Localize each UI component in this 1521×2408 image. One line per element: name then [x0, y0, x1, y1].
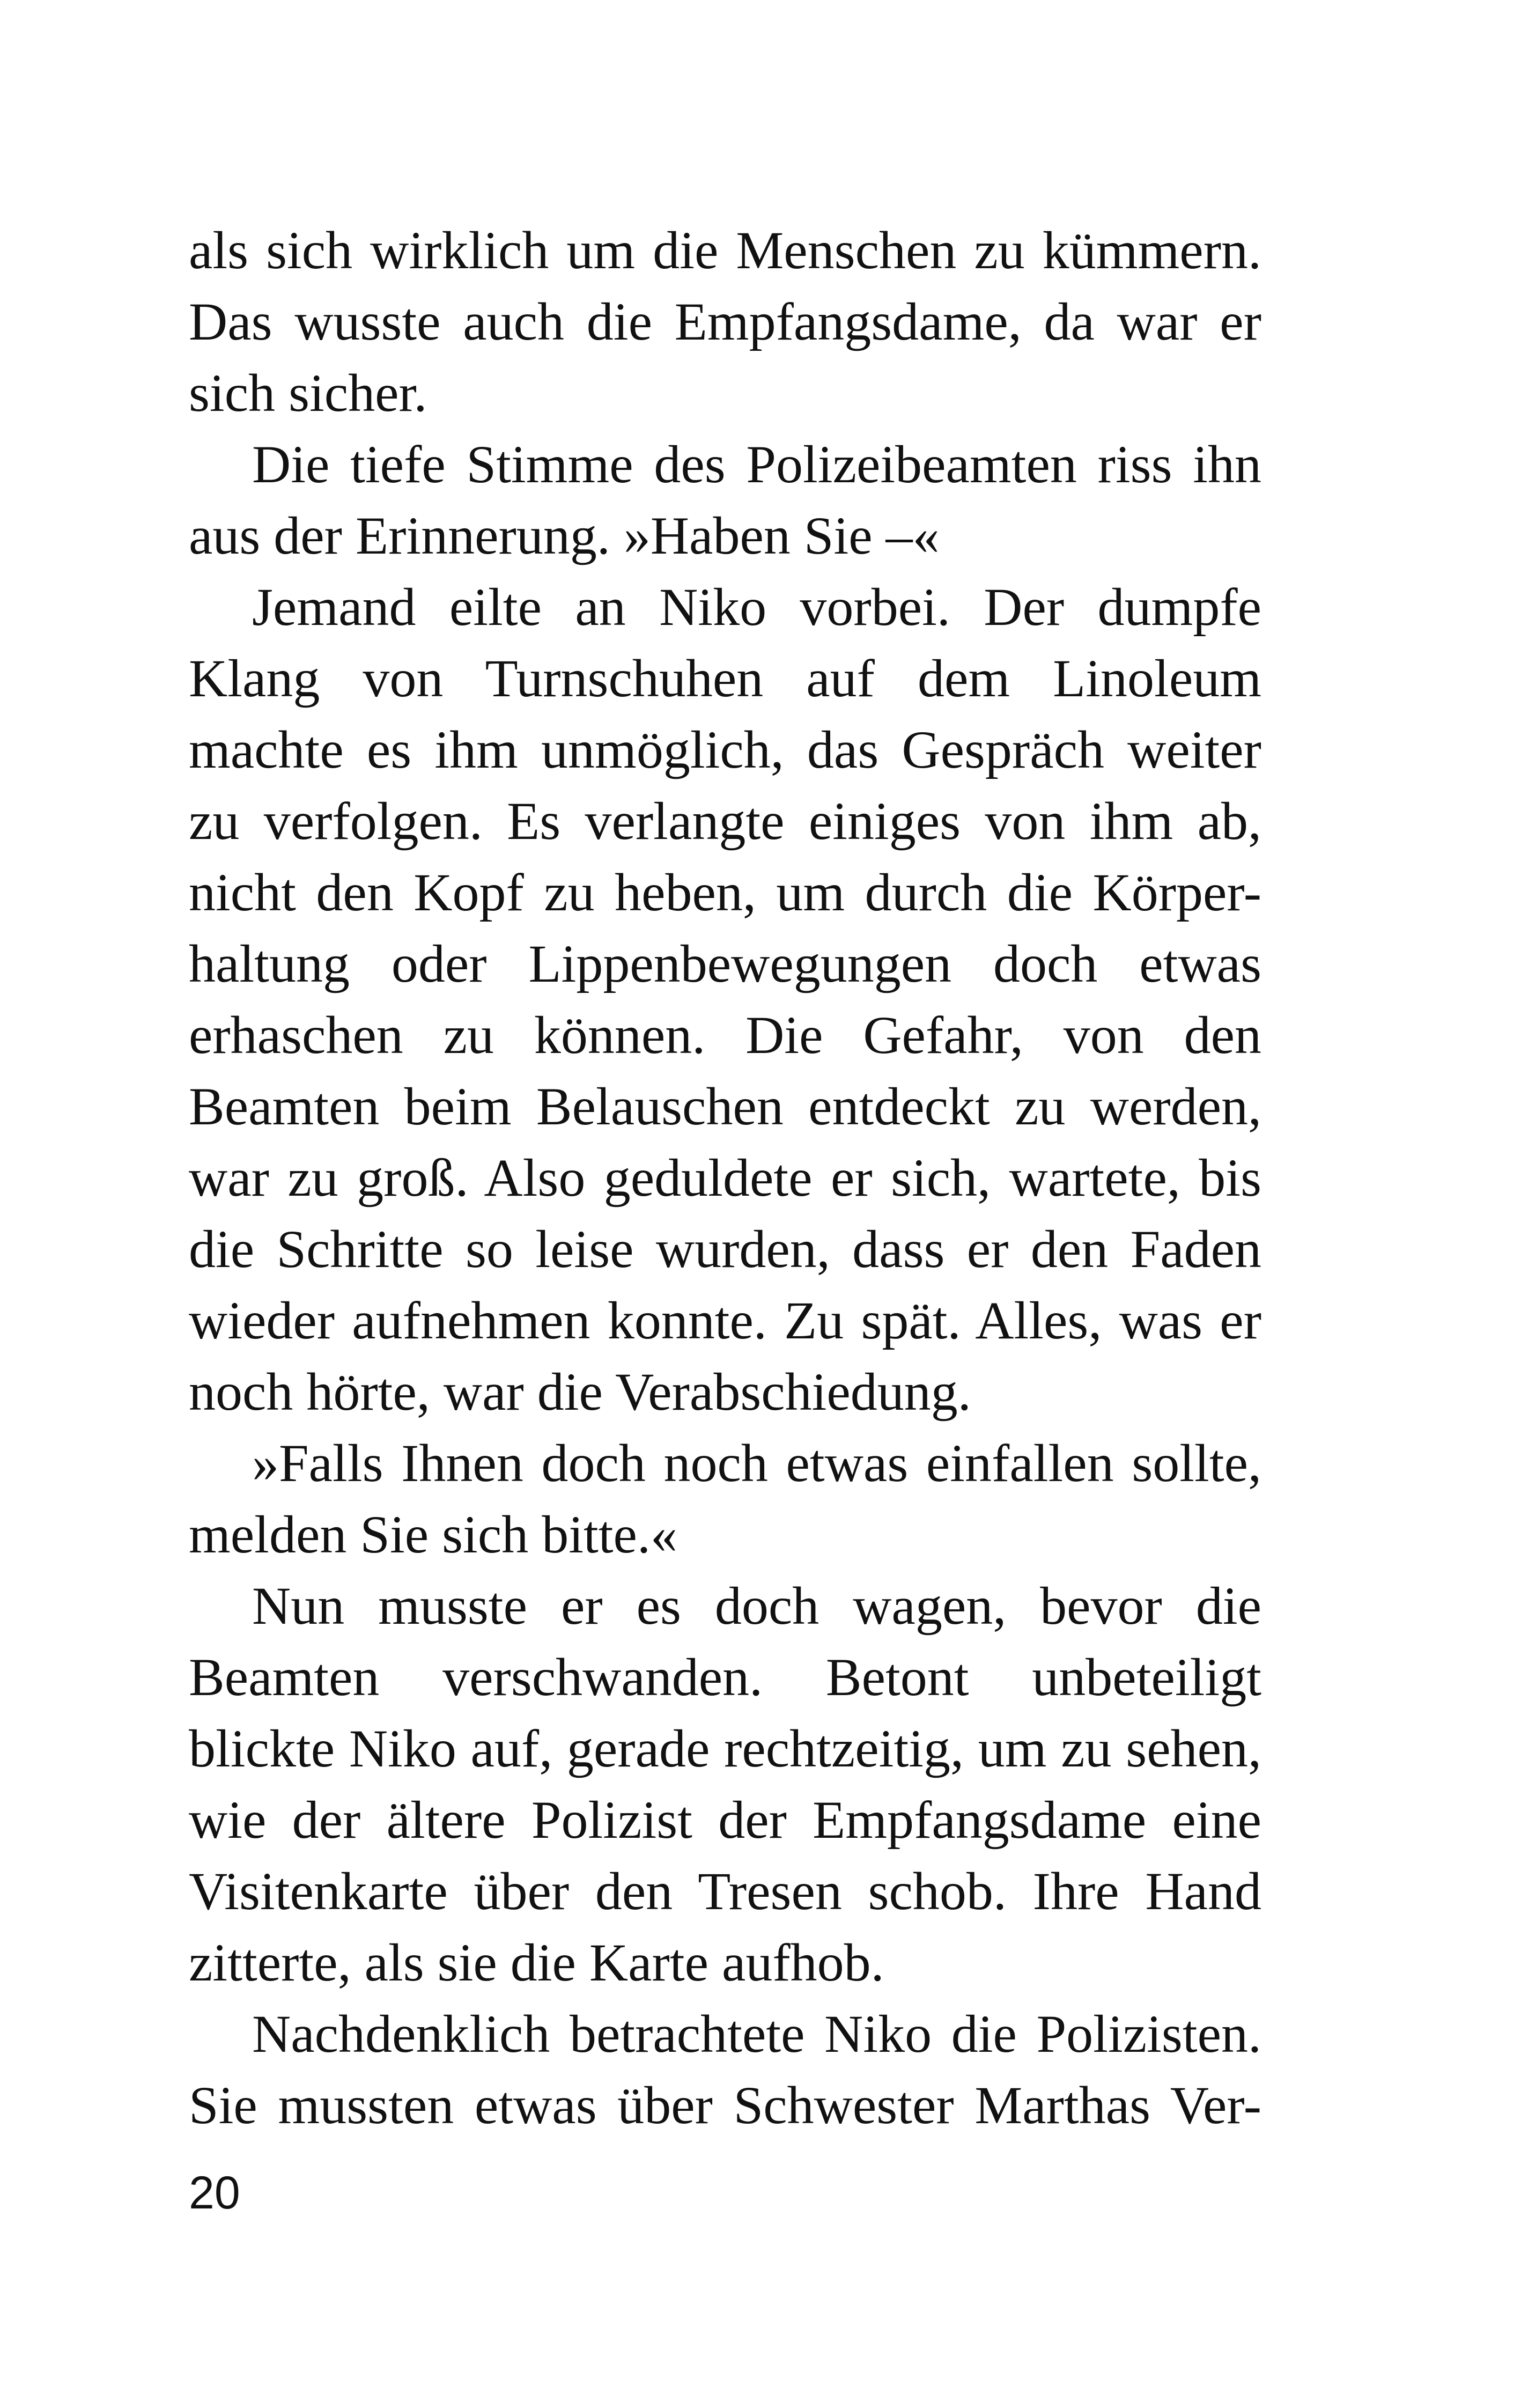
text-line: wieder aufnehmen konnte. Zu spät. Alles, was er	[189, 1291, 1261, 1350]
text-line: Nun musste er es doch wagen, bevor die	[252, 1576, 1261, 1636]
text-line: aus der Erinnerung. »Haben Sie –«	[189, 506, 940, 565]
text-line: blickte Niko auf, gerade rechtzeitig, um zu sehen,	[189, 1719, 1261, 1778]
text-line: »Falls Ihnen doch noch etwas einfallen sollte,	[252, 1433, 1261, 1493]
text-line: haltung oder Lippenbewegungen doch etwas	[189, 934, 1261, 993]
text-line: Das wusste auch die Empfangsdame, da war er	[189, 292, 1261, 351]
text-line: Nachdenklich betrachtete Niko die Polizisten.	[252, 2004, 1261, 2064]
text-line: Sie mussten etwas über Schwester Marthas Ver-	[189, 2075, 1261, 2135]
text-line: Die tiefe Stimme des Polizeibeamten riss ihn	[252, 435, 1261, 494]
text-line: sich sicher.	[189, 363, 427, 423]
text-line: melden Sie sich bitte.«	[189, 1505, 677, 1564]
text-line: machte es ihm unmöglich, das Gespräch weiter	[189, 720, 1261, 779]
text-line: nicht den Kopf zu heben, um durch die Körper-	[189, 863, 1261, 922]
text-line: noch hörte, war die Verabschiedung.	[189, 1362, 971, 1422]
text-line: Beamten beim Belauschen entdeckt zu werden,	[189, 1077, 1261, 1136]
text-line: Jemand eilte an Niko vorbei. Der dumpfe	[252, 577, 1261, 637]
text-line: wie der ältere Polizist der Empfangsdame eine	[189, 1790, 1261, 1850]
text-line: war zu groß. Also geduldete er sich, wartete, bis	[189, 1148, 1261, 1207]
body-text	[189, 215, 1261, 2141]
text-line: zitterte, als sie die Karte aufhob.	[189, 1933, 884, 1992]
text-line: die Schritte so leise wurden, dass er den Faden	[189, 1219, 1261, 1279]
text-line: Visitenkarte über den Tresen schob. Ihre Hand	[189, 1861, 1261, 1921]
text-line: als sich wirklich um die Menschen zu kümmern.	[189, 220, 1261, 280]
text-line: erhaschen zu können. Die Gefahr, von den	[189, 1005, 1261, 1065]
text-line: Beamten verschwanden. Betont unbeteiligt	[189, 1647, 1261, 1707]
page-number: 20	[189, 2167, 240, 2219]
text-line: Klang von Turnschuhen auf dem Linoleum	[189, 649, 1261, 708]
text-line: zu verfolgen. Es verlangte einiges von ihm ab,	[189, 791, 1261, 851]
